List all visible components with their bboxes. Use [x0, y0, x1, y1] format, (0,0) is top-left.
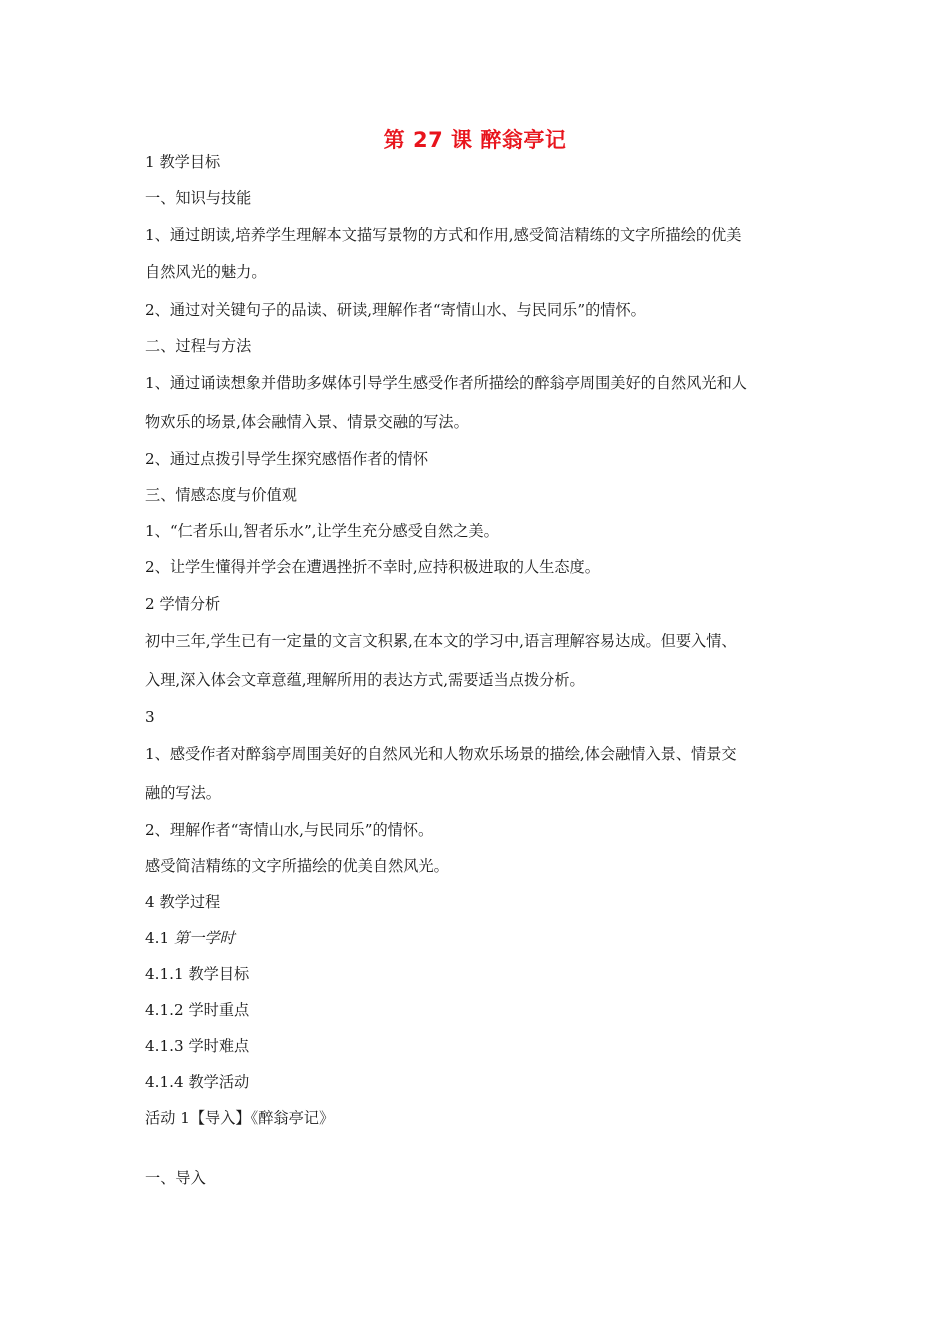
section-heading: 1 教学目标 — [145, 153, 221, 171]
subsection-heading: 三、情感态度与价值观 — [145, 486, 297, 504]
subsection-heading: 4.1.1 教学目标 — [145, 965, 250, 983]
paragraph-line: 物欢乐的场景,体会融情入景、情景交融的写法。 — [145, 413, 469, 431]
paragraph-line: 自然风光的魅力。 — [145, 263, 267, 281]
subsection-heading: 二、过程与方法 — [145, 337, 252, 355]
paragraph-line: 2、理解作者“寄情山水,与民同乐”的情怀。 — [145, 821, 434, 839]
activity-heading: 活动 1【导入】《醉翁亭记》 — [145, 1109, 335, 1127]
paragraph-line: 2、让学生懂得并学会在遭遇挫折不幸时,应持积极进取的人生态度。 — [145, 558, 600, 576]
subsection-title: 第一学时 — [173, 929, 235, 947]
subsection-heading: 4.1.2 学时重点 — [145, 1001, 250, 1019]
subsection-heading: 4.1.3 学时难点 — [145, 1037, 250, 1055]
paragraph-line: 2、通过点拨引导学生探究感悟作者的情怀 — [145, 450, 429, 468]
subsection-heading — [145, 928, 235, 948]
paragraph-line: 入理,深入体会文章意蕴,理解所用的表达方式,需要适当点拨分析。 — [145, 671, 585, 689]
paragraph-line: 初中三年,学生已有一定量的文言文积累,在本文的学习中,语言理解容易达成。但要入情、 — [145, 632, 737, 650]
subsection-heading: 一、导入 — [145, 1169, 206, 1187]
subsection-number: 4.1 — [145, 929, 174, 947]
paragraph-line: 感受简洁精练的文字所描绘的优美自然风光。 — [145, 857, 449, 875]
paragraph-line: 1、通过诵读想象并借助多媒体引导学生感受作者所描绘的醉翁亭周围美好的自然风光和人 — [145, 374, 747, 392]
section-heading: 3 — [145, 708, 155, 726]
section-heading: 2 学情分析 — [145, 595, 221, 613]
paragraph-line: 1、“仁者乐山,智者乐水”,让学生充分感受自然之美。 — [145, 522, 499, 540]
subsection-heading: 4.1.4 教学活动 — [145, 1073, 250, 1091]
paragraph-line: 1、通过朗读,培养学生理解本文描写景物的方式和作用,感受简洁精练的文字所描绘的优美 — [145, 226, 742, 244]
paragraph-line: 2、通过对关键句子的品读、研读,理解作者“寄情山水、与民同乐”的情怀。 — [145, 301, 646, 319]
document-title: 第 27 课 醉翁亭记 — [383, 128, 567, 152]
paragraph-line: 融的写法。 — [145, 784, 221, 802]
paragraph-line: 1、感受作者对醉翁亭周围美好的自然风光和人物欢乐场景的描绘,体会融情入景、情景交 — [145, 745, 737, 763]
subsection-heading: 一、知识与技能 — [145, 189, 252, 207]
section-heading: 4 教学过程 — [145, 893, 221, 911]
